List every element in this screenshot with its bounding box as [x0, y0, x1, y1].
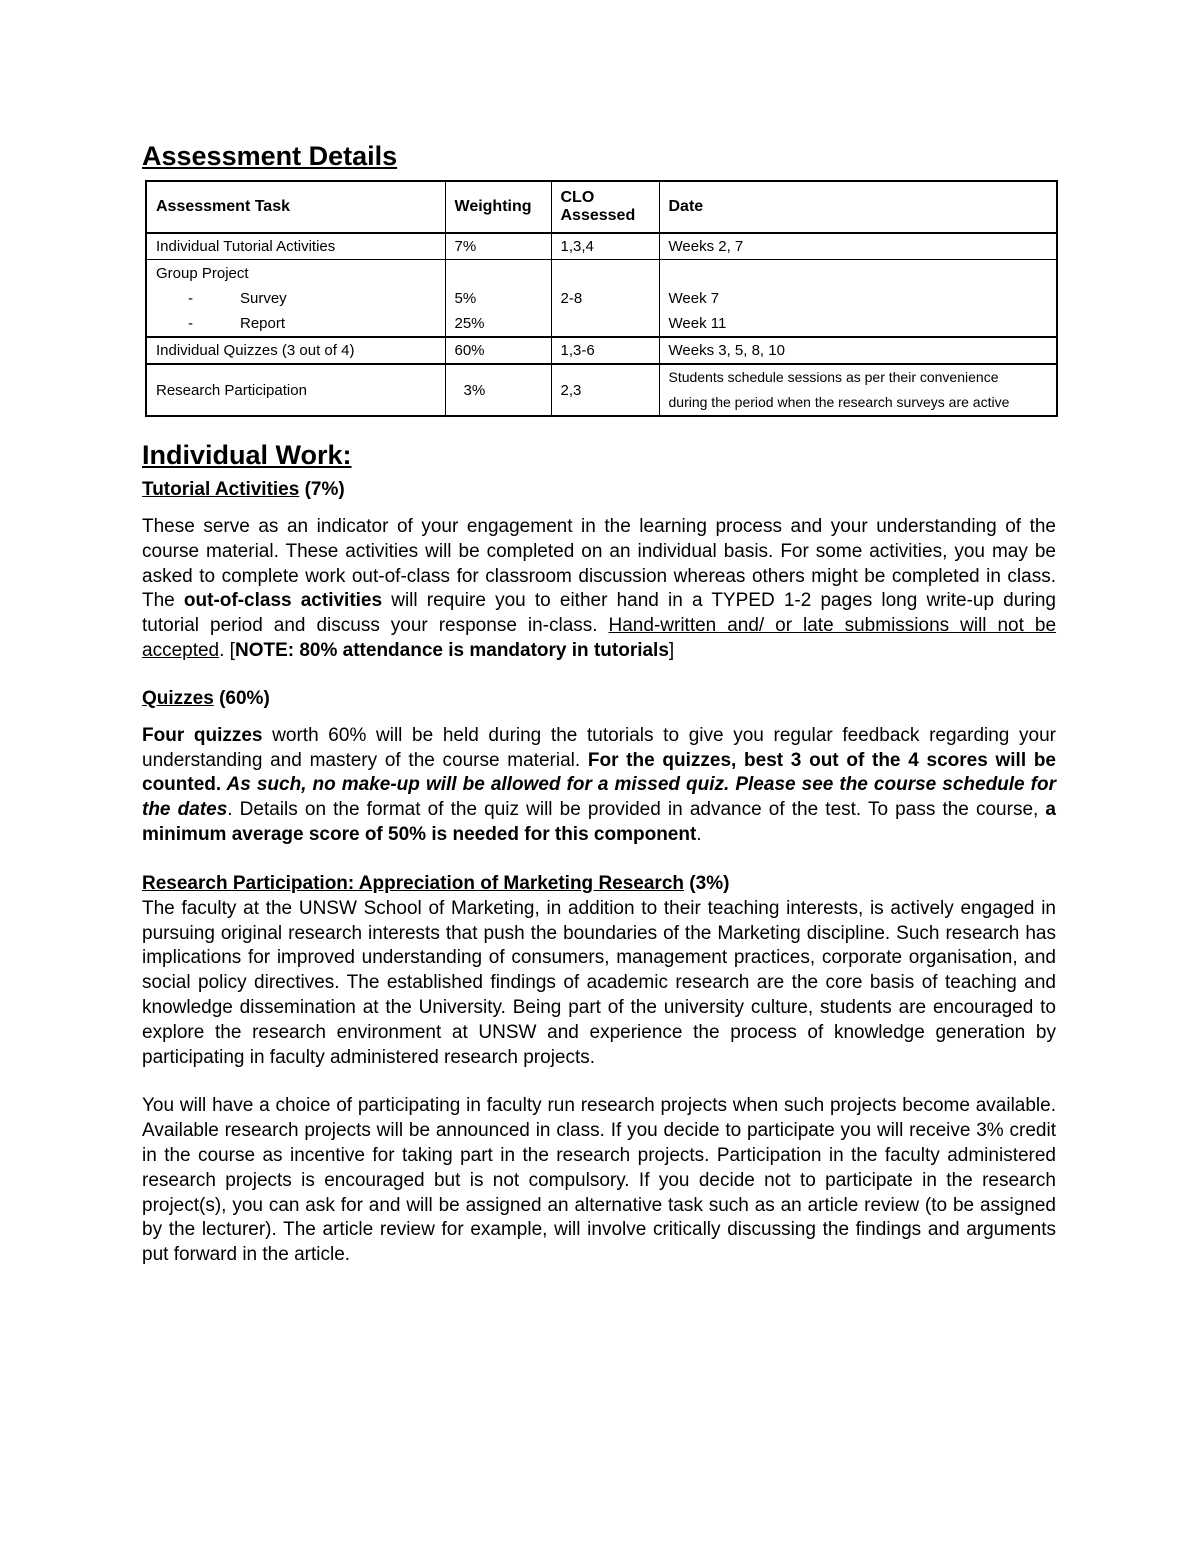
report-date: Week 11 — [668, 314, 727, 332]
cell-clo — [551, 260, 659, 338]
header-assessment-task: Assessment Task — [146, 181, 445, 233]
cell-task: Individual Quizzes (3 out of 4) — [146, 337, 445, 364]
cell-date — [659, 260, 1057, 338]
group-clo: 2-8 — [560, 289, 583, 307]
cell-date: Weeks 3, 5, 8, 10 — [659, 337, 1057, 364]
cell-weighting: 3% — [445, 364, 551, 416]
survey-item: - Survey — [188, 289, 287, 307]
table-row-research — [146, 364, 1057, 416]
header-clo-line1: CLO — [560, 189, 595, 206]
cell-date: Students schedule sessions as per their convenience during the period when the research surveys are active — [659, 364, 1057, 416]
cell-weighting: 7% — [445, 233, 551, 260]
header-clo — [551, 181, 659, 233]
research-participation-heading: Research Participation: Appreciation of Marketing Research (3%) — [142, 872, 730, 894]
report-item: - Report — [188, 314, 286, 332]
cell-date: Weeks 2, 7 — [659, 233, 1057, 260]
header-weighting: Weighting — [445, 181, 551, 233]
survey-weighting: 5% — [454, 289, 477, 307]
cell-clo: 1,3-6 — [551, 337, 659, 364]
individual-work-heading: Individual Work: — [142, 440, 352, 470]
cell-clo: 2,3 — [551, 364, 659, 416]
document-page — [142, 138, 1056, 1268]
cell-weighting — [445, 260, 551, 338]
cell-clo: 1,3,4 — [551, 233, 659, 260]
header-clo-line2: Assessed — [560, 207, 636, 224]
tutorial-activities-paragraph: These serve as an indicator of your engagement in the learning process and your understanding of the course material. These activities will be completed on an individual basis. For some activities, you may be asked to complete work out-of-class for classroom discussion whereas others might be completed in class. The out-of-class activities will require you to either hand in a TYPED 1-2 pages long write-up during tutorial period and discuss your response in-class. Hand-written and/ or late submissions will not be accepted. [NOTE: 80% attendance is mandatory in tutorials] — [142, 516, 1057, 661]
table-row-group-project — [146, 260, 1057, 338]
tutorial-activities-heading: Tutorial Activities (7%) — [142, 479, 345, 500]
cell-task — [146, 260, 445, 338]
table-header-row — [146, 181, 1057, 233]
header-date: Date — [659, 181, 1057, 233]
research-paragraph-2: You will have a choice of participating in faculty run research projects when such projects become available. Available research projects will be announced in class. If you decide to participate you will receive 3% credit in the course as incentive for taking part in the research projects. Participation in the faculty administered research projects is encouraged but is not compulsory. If you decide not to participate in the research project(s), you can ask for and will be assigned an alternative task such as an article review (to be assigned by the lecturer). The article review for example, will involve critically discussing the findings and arguments put forward in the article. — [142, 1095, 1056, 1266]
quizzes-paragraph: Four quizzes worth 60% will be held during the tutorials to give you regular feedback regarding your understanding and mastery of the course material. For the quizzes, best 3 out of the 4 scores will be counted. As such, no make-up will be allowed for a missed quiz. Please see the course schedule for the dates. Details on the format of the quiz will be provided in advance of the test. To pass the course, a minimum average score of 50% is needed for this component. — [142, 724, 1056, 845]
survey-date: Week 7 — [668, 289, 720, 307]
cell-weighting: 60% — [445, 337, 551, 364]
cell-task: Individual Tutorial Activities — [146, 233, 445, 260]
assessment-details-heading: Assessment Details — [142, 141, 398, 171]
table-row-quizzes — [146, 337, 1057, 364]
cell-task: Research Participation — [146, 364, 445, 416]
research-paragraph-1: The faculty at the UNSW School of Marketing, in addition to their teaching interests, is actively engaged in pursuing original research interests that push the boundaries of the Marketing discipline. Such research has implications for improved understanding of consumers, management practices, corporate organisation, and social policy directives. The established findings of academic research are the core basis of teaching and knowledge dissemination at the University. Being part of the university culture, students are encouraged to explore the research environment at UNSW and experience the process of knowledge generation by participating in faculty administered research projects. — [142, 897, 1056, 1068]
group-project-label: Group Project — [156, 264, 249, 282]
table-row-tutorial — [146, 233, 1057, 260]
report-weighting: 25% — [454, 314, 485, 332]
assessment-table — [145, 180, 1058, 417]
quizzes-heading: Quizzes (60%) — [142, 687, 270, 709]
